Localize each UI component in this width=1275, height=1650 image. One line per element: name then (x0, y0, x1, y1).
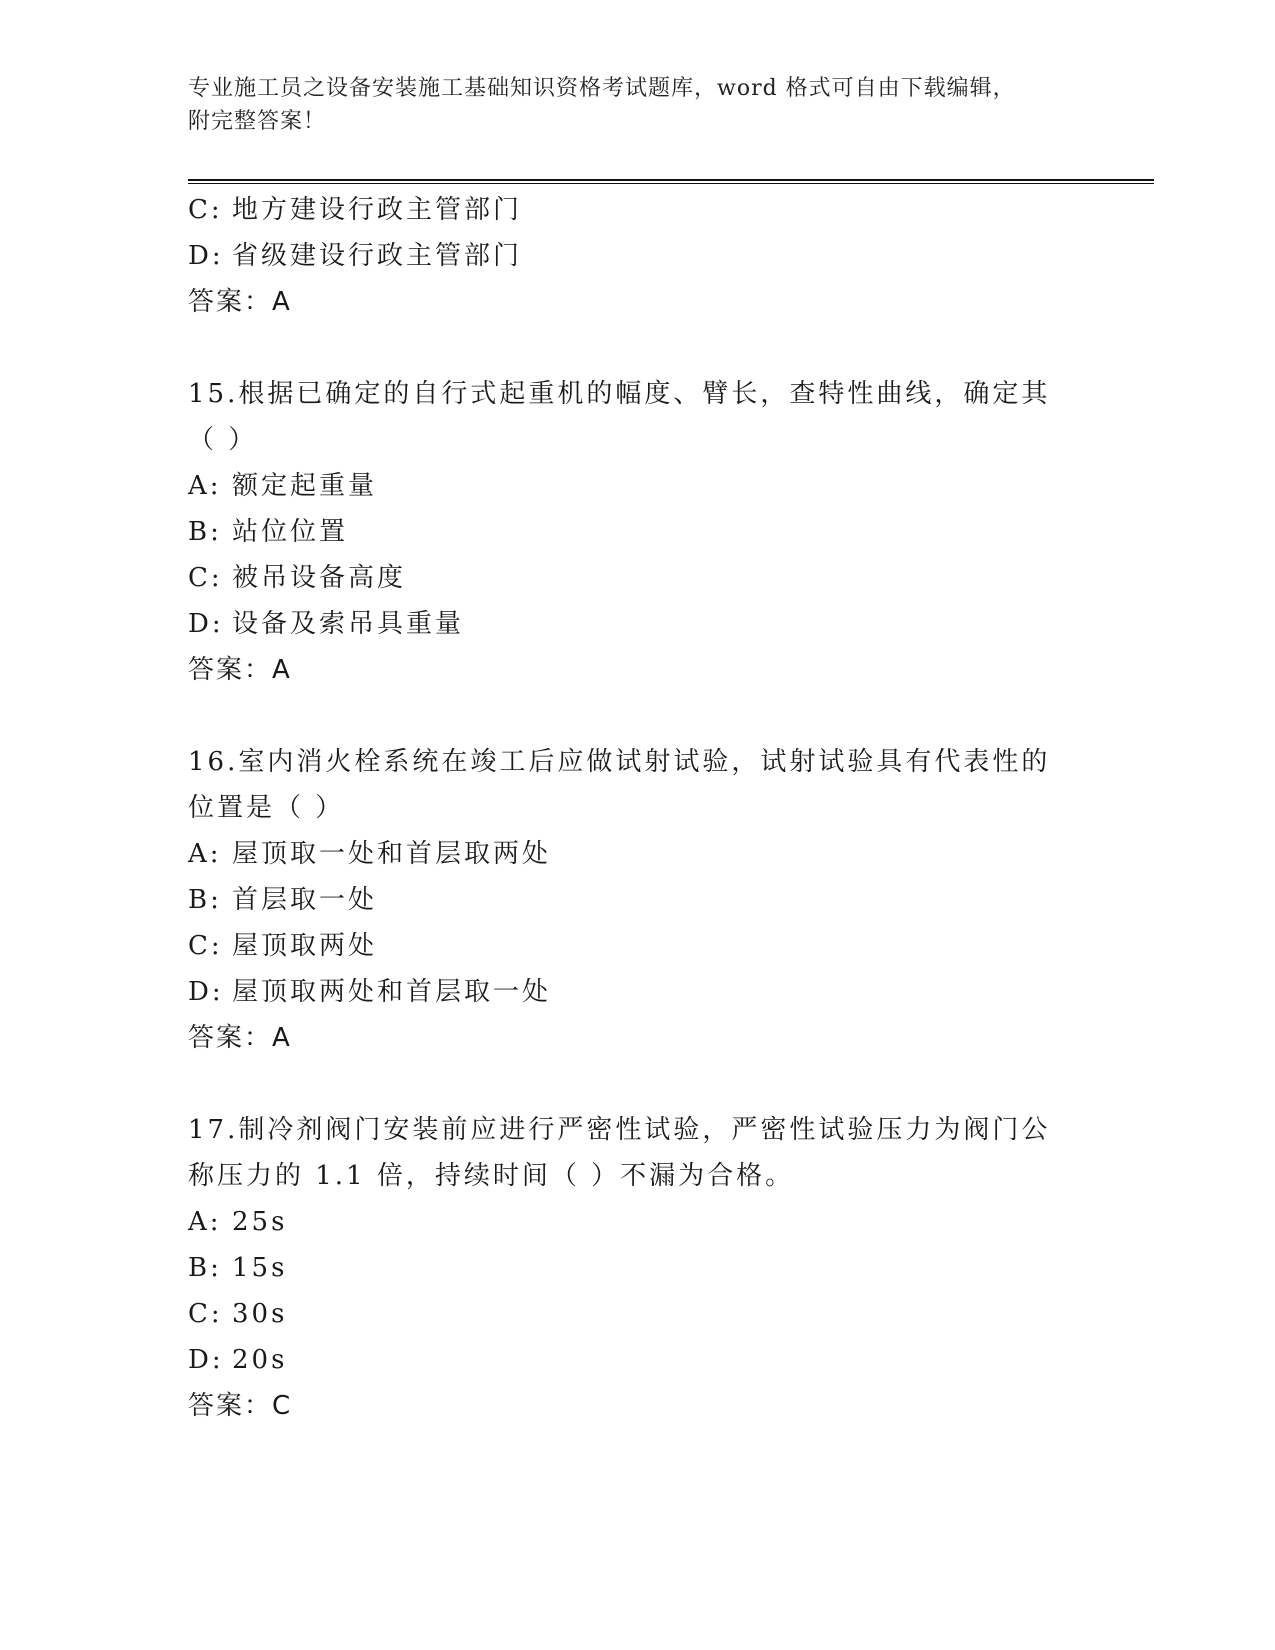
option-line (188, 509, 1088, 555)
option-line (188, 1199, 1088, 1245)
header-divider-thick (188, 179, 1154, 181)
header-divider-thin (188, 183, 1154, 184)
option-line (188, 1337, 1088, 1383)
option-line (188, 969, 1088, 1015)
question-stem: 15.根据已确定的自行式起重机的幅度、臂长，查特性曲线，确定其（ ） (188, 379, 1051, 455)
option-text: 25s (232, 1207, 288, 1237)
option-text: 地方建设行政主管部门 (232, 195, 523, 225)
option-text: 屋顶取一处和首层取两处 (232, 839, 552, 869)
option-line (188, 1291, 1088, 1337)
option-letter: D: (188, 241, 224, 271)
option-line (188, 923, 1088, 969)
question-15 (188, 371, 1088, 693)
header-line-2: 附完整答案！ (188, 109, 327, 134)
spacer (188, 325, 1088, 371)
option-line (188, 463, 1088, 509)
option-letter: C: (188, 931, 223, 961)
question-16 (188, 739, 1088, 1061)
answer-line: 答案：A (188, 287, 292, 317)
prev-question-tail (188, 187, 1088, 325)
option-line (188, 831, 1088, 877)
option-line (188, 877, 1088, 923)
option-letter: B: (188, 1253, 222, 1283)
question-17 (188, 1107, 1088, 1429)
spacer (188, 693, 1088, 739)
option-text: 屋顶取两处 (232, 931, 378, 961)
option-letter: B: (188, 517, 222, 547)
option-text: 首层取一处 (232, 885, 378, 915)
answer-line: 答案：A (188, 655, 292, 685)
option-line (188, 233, 1088, 279)
page-header (188, 72, 1088, 138)
option-letter: A: (188, 1207, 222, 1237)
option-letter: C: (188, 195, 223, 225)
option-line (188, 187, 1088, 233)
option-letter: D: (188, 977, 224, 1007)
question-stem: 17.制冷剂阀门安装前应进行严密性试验，严密性试验压力为阀门公称压力的 1.1 倍，持续时间（ ）不漏为合格。 (188, 1115, 1051, 1191)
option-letter: B: (188, 885, 222, 915)
option-letter: C: (188, 563, 223, 593)
option-line (188, 601, 1088, 647)
option-line (188, 1245, 1088, 1291)
option-text: 额定起重量 (232, 471, 378, 501)
question-content (188, 187, 1088, 1429)
option-text: 设备及索吊具重量 (232, 609, 465, 639)
option-letter: A: (188, 471, 222, 501)
option-text: 屋顶取两处和首层取一处 (232, 977, 552, 1007)
option-text: 30s (232, 1299, 288, 1329)
header-line-1: 专业施工员之设备安装施工基础知识资格考试题库，word 格式可自由下载编辑， (188, 76, 1016, 101)
option-letter: C: (188, 1299, 223, 1329)
option-letter: D: (188, 609, 224, 639)
option-text: 15s (232, 1253, 288, 1283)
option-text: 省级建设行政主管部门 (232, 241, 523, 271)
option-text: 被吊设备高度 (232, 563, 407, 593)
option-line (188, 555, 1088, 601)
option-text: 20s (232, 1345, 288, 1375)
spacer (188, 1061, 1088, 1107)
option-letter: A: (188, 839, 222, 869)
option-text: 站位位置 (232, 517, 349, 547)
question-stem: 16.室内消火栓系统在竣工后应做试射试验，试射试验具有代表性的位置是（ ） (188, 747, 1051, 823)
answer-line: 答案：C (188, 1391, 293, 1421)
option-letter: D: (188, 1345, 224, 1375)
answer-line: 答案：A (188, 1023, 292, 1053)
